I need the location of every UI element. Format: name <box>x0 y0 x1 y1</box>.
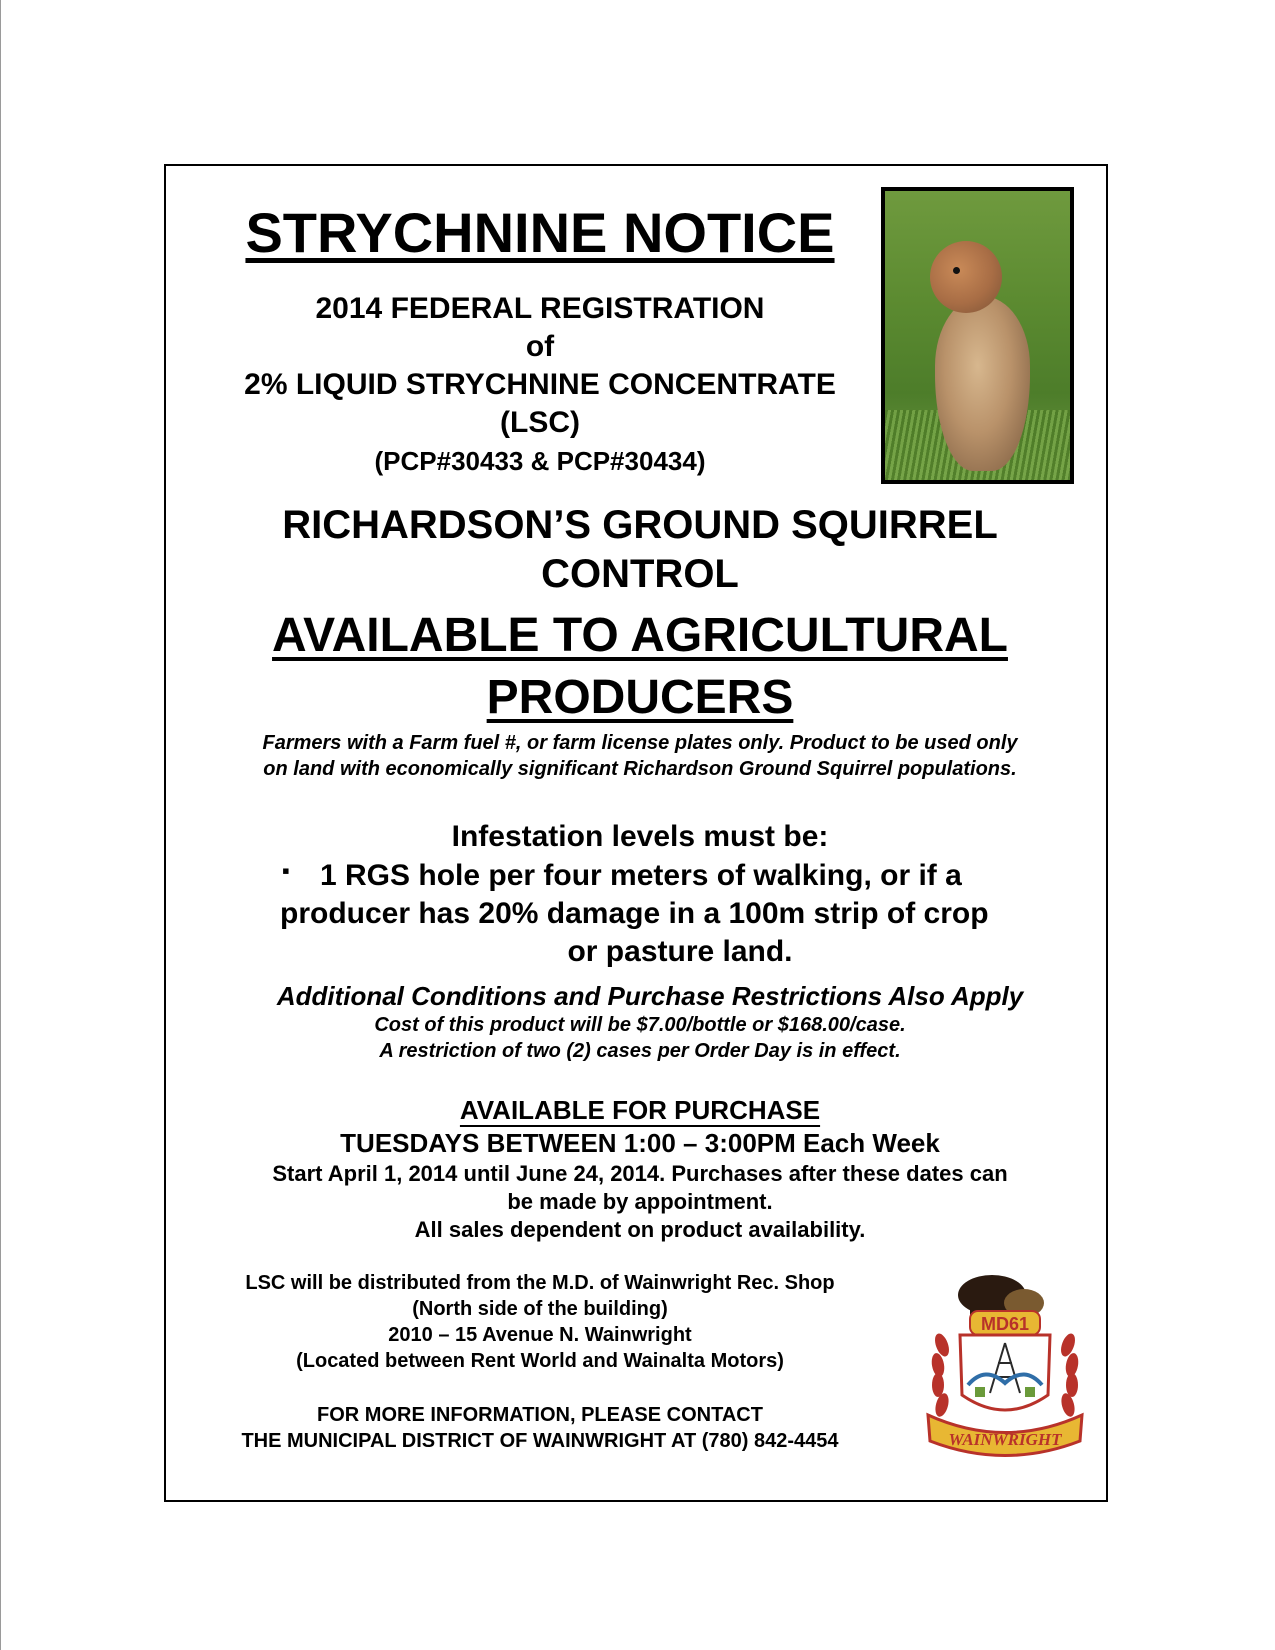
available-line-2: PRODUCERS <box>486 671 794 724</box>
distribution-line-1: LSC will be distributed from the M.D. of Wainwright Rec. Shop <box>245 1272 835 1294</box>
md-wainwright-logo <box>920 1265 1090 1465</box>
infestation-bullet-line-3: or pasture land. <box>567 935 793 968</box>
eligibility-line-1: Farmers with a Farm fuel #, or farm license plates only. Product to be used only <box>262 732 1018 754</box>
conditions-cost: Cost of this product will be $7.00/bottle or $168.00/case. <box>374 1014 906 1036</box>
squirrel-eye <box>953 267 960 274</box>
available-line-1: AVAILABLE TO AGRICULTURAL <box>272 609 1008 662</box>
distribution-line-3: 2010 – 15 Avenue N. Wainwright <box>388 1324 692 1346</box>
infestation-heading: Infestation levels must be: <box>451 820 829 853</box>
registration-line-4: (LSC) <box>500 406 580 439</box>
logo-md61-text: MD61 <box>980 1314 1030 1334</box>
control-line-2: CONTROL <box>541 552 739 596</box>
control-line-1: RICHARDSON’S GROUND SQUIRREL <box>282 503 998 547</box>
squirrel-head <box>930 241 1002 313</box>
purchase-dates-line-1: Start April 1, 2014 until June 24, 2014. Purchases after these dates can <box>272 1161 1008 1186</box>
purchase-dates-line-2: be made by appointment. <box>507 1189 773 1214</box>
purchase-when: TUESDAYS BETWEEN 1:00 – 3:00PM Each Week <box>340 1128 940 1158</box>
contact-line-2: THE MUNICIPAL DISTRICT OF WAINWRIGHT AT (780) 842-4454 <box>241 1430 839 1452</box>
bullet-square-icon: ▪ <box>282 858 290 883</box>
squirrel-body <box>935 296 1030 471</box>
distribution-line-4: (Located between Rent World and Wainalta Motors) <box>296 1350 784 1372</box>
infestation-bullet-line-1: 1 RGS hole per four meters of walking, or if a <box>320 859 962 892</box>
contact-line-1: FOR MORE INFORMATION, PLEASE CONTACT <box>317 1404 763 1426</box>
notice-title: STRYCHNINE NOTICE <box>245 201 835 264</box>
registration-line-2: of <box>525 330 555 363</box>
registration-line-3: 2% LIQUID STRYCHNINE CONCENTRATE <box>244 368 836 401</box>
page-edge <box>0 0 1 1650</box>
registration-line-1: 2014 FEDERAL REGISTRATION <box>315 292 765 325</box>
purchase-availability: All sales dependent on product availability. <box>414 1217 866 1242</box>
distribution-line-2: (North side of the building) <box>412 1298 668 1320</box>
infestation-bullet-line-2: producer has 20% damage in a 100m strip of crop <box>280 897 989 930</box>
ground-squirrel-photo <box>881 187 1074 484</box>
purchase-heading: AVAILABLE FOR PURCHASE <box>459 1095 821 1125</box>
conditions-heading: Additional Conditions and Purchase Restrictions Also Apply <box>276 981 1024 1011</box>
conditions-restriction: A restriction of two (2) cases per Order Day is in effect. <box>379 1040 901 1062</box>
wheat-right-icon <box>1058 1332 1080 1418</box>
logo-wainwright-text: WAINWRIGHT <box>948 1430 1062 1449</box>
registration-line-5: (PCP#30433 & PCP#30434) <box>374 446 706 476</box>
wheat-left-icon <box>930 1332 952 1418</box>
eligibility-line-2: on land with economically significant Richardson Ground Squirrel populations. <box>263 758 1017 780</box>
